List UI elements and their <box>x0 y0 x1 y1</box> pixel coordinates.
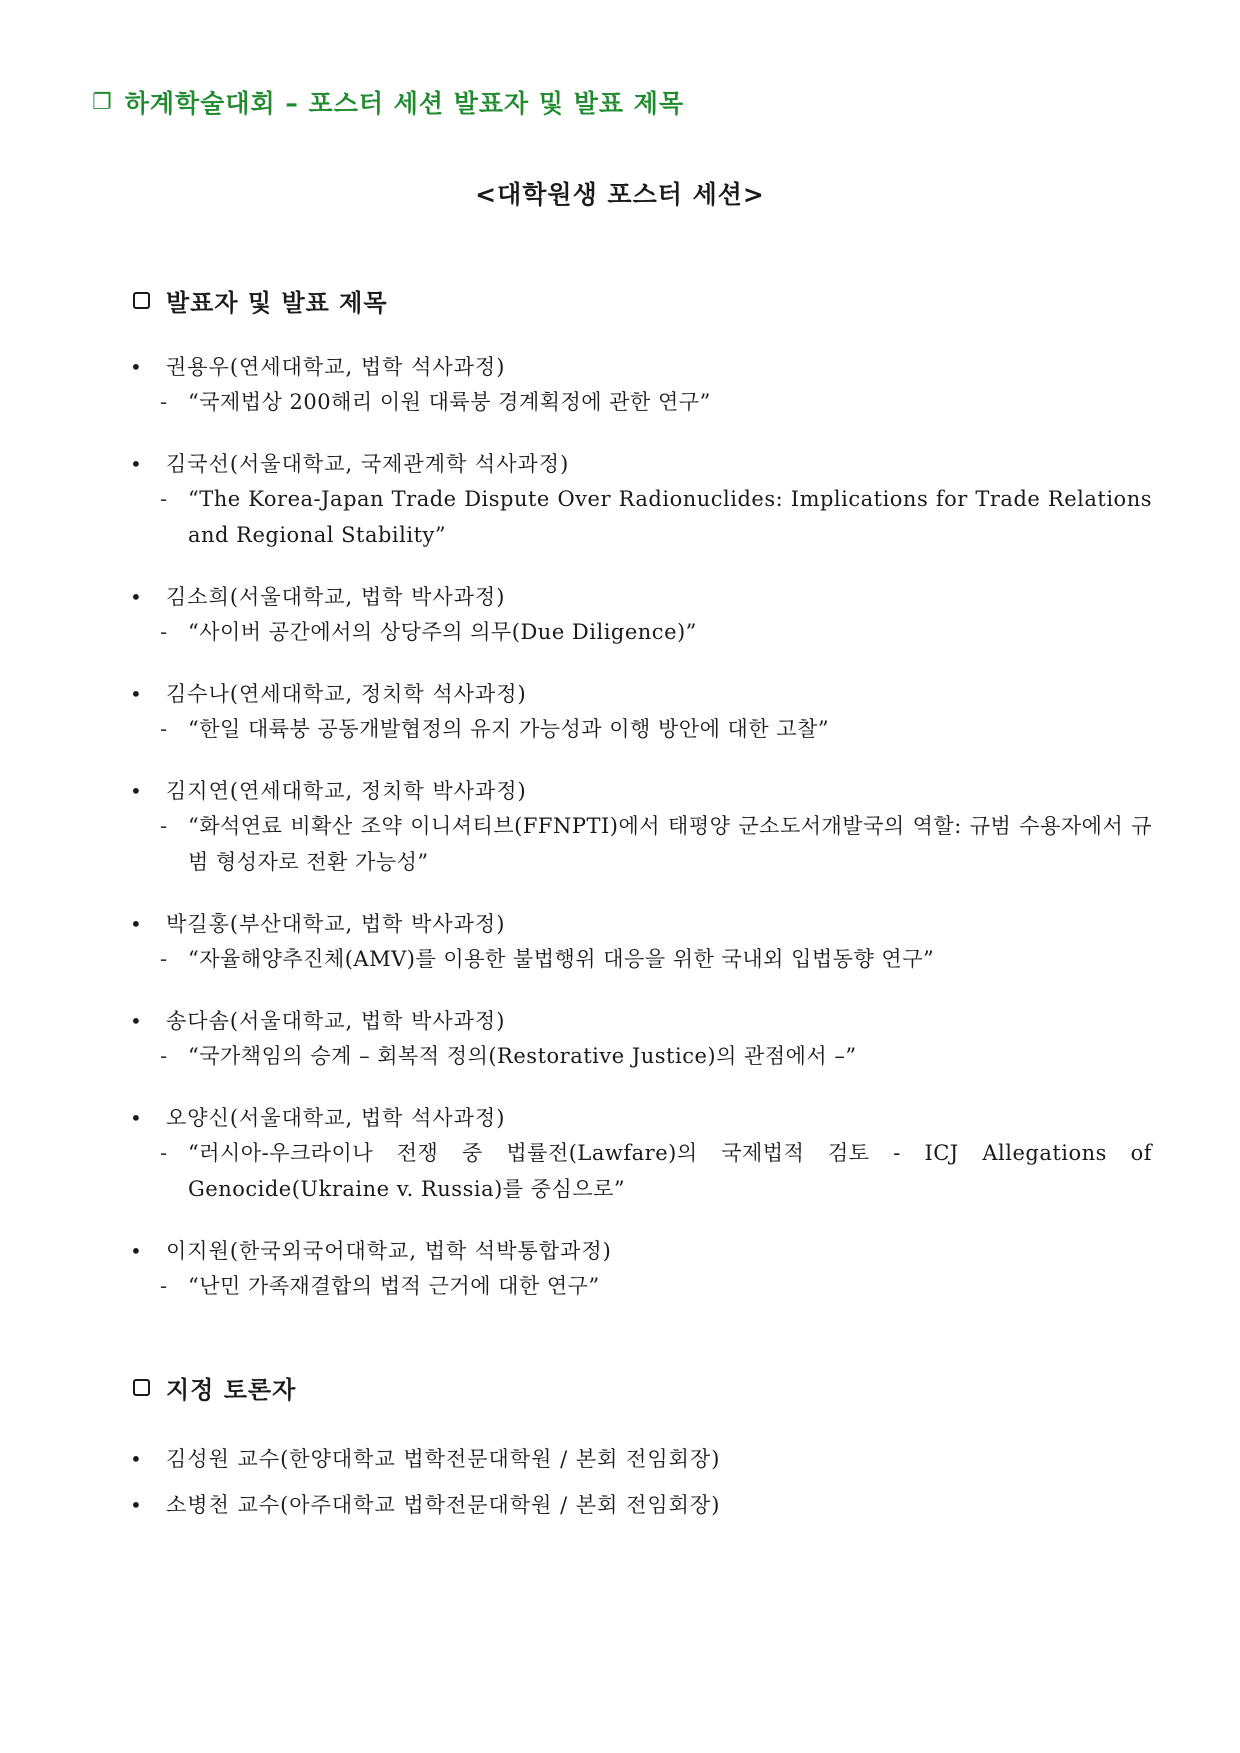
presenter-name: 김국선(서울대학교, 국제관계학 석사과정) <box>166 452 570 476</box>
dash-icon: - <box>160 487 168 511</box>
discussant-list <box>130 1442 1152 1534</box>
dash-icon: - <box>160 717 168 741</box>
list-item <box>130 1101 1152 1207</box>
list-item <box>130 677 1152 747</box>
bullet-icon: • <box>130 1447 143 1471</box>
bullet-icon: • <box>130 912 143 936</box>
presenter-name: 권용우(연세대학교, 법학 석사과정) <box>166 355 506 379</box>
list-item <box>130 907 1152 977</box>
presenter-name: 김지연(연세대학교, 정치학 박사과정) <box>166 779 527 803</box>
bullet-icon: • <box>130 682 143 706</box>
presenter-name: 김소희(서울대학교, 법학 박사과정) <box>166 585 506 609</box>
presentation-title: “한일 대륙붕 공동개발협정의 유지 가능성과 이행 방안에 대한 고찰” <box>188 717 830 741</box>
discussant-name: 김성원 교수(한양대학교 법학전문대학원 / 본회 전임회장) <box>166 1447 721 1471</box>
bullet-icon: • <box>130 355 143 379</box>
presentation-title: “사이버 공간에서의 상당주의 의무(Due Diligence)” <box>188 620 697 644</box>
discussants-heading-text: 지정 토론자 <box>166 1376 297 1404</box>
list-item <box>130 447 1152 553</box>
dash-icon: - <box>160 1274 168 1298</box>
dash-icon: - <box>160 390 168 414</box>
presenter-name: 이지원(한국외국어대학교, 법학 석박통합과정) <box>166 1239 612 1263</box>
checkbox-square-icon <box>133 292 150 309</box>
document-heading <box>92 84 684 120</box>
dash-icon: - <box>160 1141 168 1165</box>
presentation-title: “자율해양추진체(AMV)를 이용한 불법행위 대응을 위한 국내외 입법동향 연구” <box>188 947 935 971</box>
list-item <box>130 1234 1152 1304</box>
bullet-icon: • <box>130 1239 143 1263</box>
presenter-name: 오양신(서울대학교, 법학 석사과정) <box>166 1106 506 1130</box>
bullet-icon: • <box>130 585 143 609</box>
session-title: <대학원생 포스터 세션> <box>475 180 765 209</box>
presentation-title: “화석연료 비확산 조약 이니셔티브(FFNPTI)에서 태평양 군소도서개발국의 역할: 규범 수용자에서 규범 형성자로 전환 가능성” <box>188 814 1152 874</box>
bullet-icon: • <box>130 1493 143 1517</box>
list-item <box>130 774 1152 880</box>
list-item <box>130 580 1152 650</box>
document-heading-text: 하계학술대회 – 포스터 세션 발표자 및 발표 제목 <box>124 89 685 118</box>
bullet-icon: • <box>130 1106 143 1130</box>
discussants-section-heading <box>133 1370 296 1405</box>
presentation-title: “러시아-우크라이나 전쟁 중 법률전(Lawfare)의 국제법적 검토 - ICJ Allegations of Genocide(Ukraine v. Russia)를 중심으로” <box>188 1141 1152 1201</box>
dash-icon: - <box>160 814 168 838</box>
list-item <box>130 1004 1152 1074</box>
list-item <box>130 350 1152 420</box>
list-item <box>130 1442 1152 1476</box>
presenters-heading-text: 발표자 및 발표 제목 <box>166 289 388 317</box>
presentation-title: “난민 가족재결합의 법적 근거에 대한 연구” <box>188 1274 600 1298</box>
dash-icon: - <box>160 620 168 644</box>
presentation-title: “The Korea-Japan Trade Dispute Over Radionuclides: Implications for Trade Relations and Regional Stability” <box>188 487 1152 547</box>
bullet-icon: • <box>130 779 143 803</box>
presenters-section-heading <box>133 283 388 318</box>
bullet-icon: • <box>130 1009 143 1033</box>
presentation-title: “국가책임의 승계 – 회복적 정의(Restorative Justice)의 관점에서 –” <box>188 1044 857 1068</box>
presenter-list <box>130 350 1152 1331</box>
discussant-name: 소병천 교수(아주대학교 법학전문대학원 / 본회 전임회장) <box>166 1493 721 1517</box>
square-shadow-icon: ❐ <box>92 89 113 115</box>
checkbox-square-icon <box>133 1379 150 1396</box>
presentation-title: “국제법상 200해리 이원 대륙붕 경계획정에 관한 연구” <box>188 390 711 414</box>
presenter-name: 김수나(연세대학교, 정치학 석사과정) <box>166 682 527 706</box>
presenter-name: 송다솜(서울대학교, 법학 박사과정) <box>166 1009 506 1033</box>
bullet-icon: • <box>130 452 143 476</box>
presenter-name: 박길홍(부산대학교, 법학 박사과정) <box>166 912 506 936</box>
list-item <box>130 1488 1152 1522</box>
dash-icon: - <box>160 1044 168 1068</box>
dash-icon: - <box>160 947 168 971</box>
